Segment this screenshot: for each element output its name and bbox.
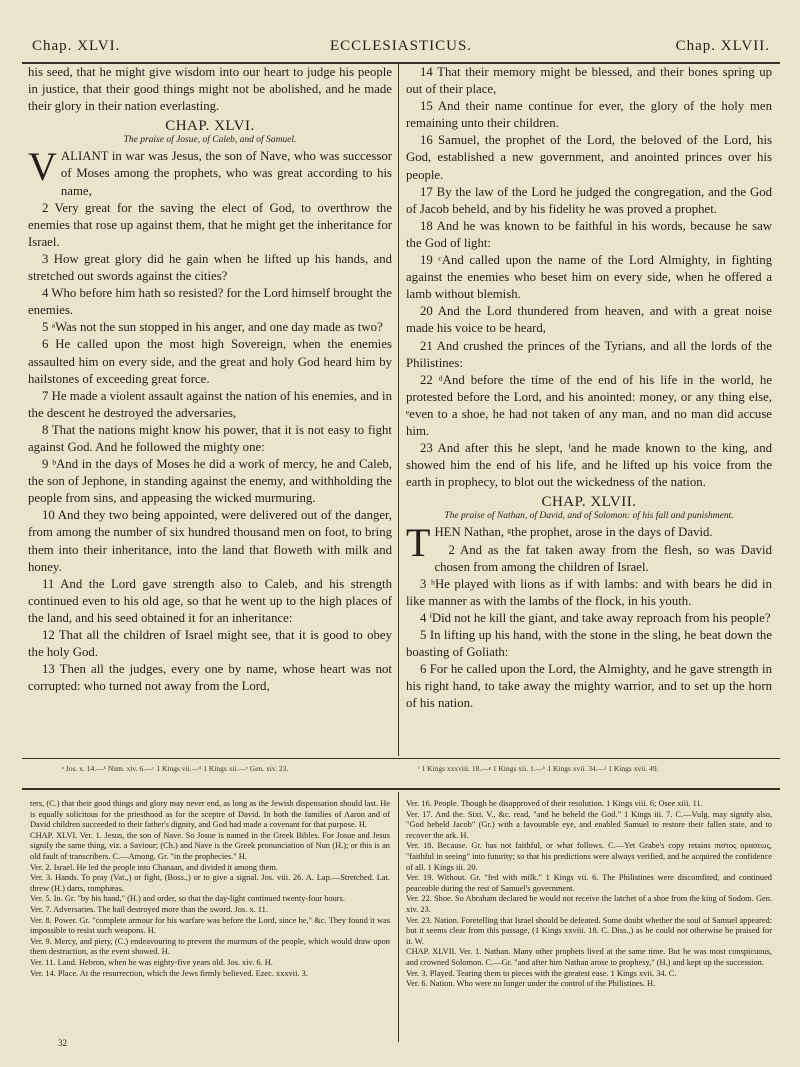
verse: 6 For he called upon the Lord, the Almighty, and he gave strength in his right hand, to take away the mighty warrior, and to set up the horn of his nation. — [406, 662, 772, 711]
header-left: Chap. XLVI. — [32, 38, 121, 54]
footnotes-right: ᶠ 1 Kings xxxviii. 18.—ᵍ 1 Kings xii. 1.—ʰ 1 Kings xvii. 34.—ⁱ 1 Kings xvii. 49. — [418, 764, 659, 773]
verse: 20 And the Lord thundered from heaven, and with a great noise made his voice to be heard, — [406, 304, 772, 336]
note: Ver. 11. Land. Hebron, when he was eighty-five years old. Jos. xiv. 6. H. — [30, 957, 273, 967]
verse: his seed, that he might give wisdom into our heart to judge his people in justice, that their good things might not be abolished, and he made their glory in their nation everlasting. — [28, 65, 392, 114]
verse: 15 And their name continue for ever, the glory of the holy men remaining unto their children. — [406, 99, 772, 131]
note: CHAP. XLVI. Ver. 1. Jesus, the son of Nave. So Josue is named in the Greek Bibles. For Josue and Jesus signify the same thing, viz. a Saviour; (Ch.) and Nave is the Greek pronunciation of Nun (H.); or this is an old fault of transcribers. C.—Among. Gr. "in the prophecies." H. — [30, 830, 390, 861]
verse: 2 And as the fat taken away from the flesh, so was David chosen from among the children of Israel. — [434, 542, 772, 574]
verse: 13 Then all the judges, every one by name, whose heart was not corrupted: who turned not away from the Lord, — [28, 662, 392, 694]
verse: 2 Very great for the saving the elect of God, to overthrow the enemies that rose up against them, that he might get the inheritance for Israel. — [28, 200, 392, 249]
verse: 12 That all the children of Israel might see, that it is good to obey the holy God. — [28, 628, 392, 660]
verse: 5 ᵃWas not the sun stopped in his anger, and one day made as two? — [42, 320, 383, 335]
verse: 17 By the law of the Lord he judged the congregation, and the God of Jacob beheld, and by his fidelity he was proved a prophet. — [406, 184, 772, 216]
note: Ver. 23. Nation. Foretelling that Israel should be defeated. Some doubt whether the soul of Samuel appeared: but it seems clear from this passage, (1 Kings xxviii. 18. C. Diss.,) as he could not otherwise be praised for it. W. — [406, 915, 772, 946]
verse: 14 That their memory might be blessed, and their bones spring up out of their place, — [406, 65, 772, 97]
verse: 16 Samuel, the prophet of the Lord, the beloved of the Lord, his God, established a new government, and anointed princes over his people. — [406, 133, 772, 182]
note: Ver. 17. And the. Sixt. V., &c. read, "and he beheld the God." 1 Kings iii. 7. C.—Vulg. may signify also, "God beheld Jacob" (Gr.) with a favourable eye, and enabled Samuel to restore their fallen state, and to recover the ark. H. — [406, 809, 772, 840]
verse: 22 ᵈAnd before the time of the end of his life in the world, he protested before the Lord, and his anointed: money, or any thing else, ᵉeven to a shoe, he had not taken of any man, and no man did accuse him. — [406, 372, 772, 438]
note: Ver. 22. Shoe. So Abraham declared he would not receive the latchet of a shoe from the king of Sodom. Gen. xiv. 23. — [406, 894, 772, 914]
drop-cap: V — [28, 144, 57, 190]
verse: VALIANT in war was Jesus, the son of Nave, who was successor of Moses among the prophets, who was great according to his name, — [28, 144, 392, 198]
note: Ver. 2. Israel. He led the people into Chanaan, and divided it among them. — [30, 862, 278, 872]
note: Ver. 3. Hands. To pray (Vat.,) or fight, (Boss.,) or to give a signal. Jos. viii. 26. A. Lap.—Stretched. Lat. threw (H.) darts, romphæas. — [30, 873, 390, 893]
notes-rule — [22, 788, 780, 790]
verse: 7 He made a violent assault against the nation of his enemies, and in the descent he destroyed the adversaries, — [28, 388, 392, 420]
verse: 4 ⁱDid not he kill the giant, and take away reproach from his people? — [420, 610, 771, 625]
verse: 10 And they two being appointed, were delivered out of the danger, from among the number of six hundred thousand men on foot, to bring them into their inheritance, into the land that floweth with milk and honey. — [28, 508, 392, 574]
column-divider — [398, 64, 399, 756]
chapter-title: CHAP. XLVI. — [165, 118, 255, 135]
note: Ver. 6. Nation. Who were no longer under the control of the Philistines. H. — [406, 979, 656, 989]
note: Ver. 5. In. Gr. "by his hand," (H.) and order, so that the day-light continued twenty-four hours. — [30, 894, 345, 904]
left-column — [28, 64, 392, 756]
verse: 6 He called upon the most high Sovereign, when the enemies assaulted him on every side, and the great and holy God heard him by hailstones of exceeding great force. — [28, 337, 392, 386]
note: Ver. 8. Power. Gr. "complete armour for his warfare was before the Lord, since he," &c. They found it was impossible to resist such weapons. H. — [30, 915, 390, 936]
page-number: 32 — [58, 1038, 67, 1048]
notes-divider — [398, 792, 399, 1042]
chapter-title: CHAP. XLVII. — [541, 494, 637, 511]
verse: 3 How great glory did he gain when he lifted up his hands, and stretched out swords against the cities? — [28, 251, 392, 284]
running-header — [32, 34, 770, 60]
note: Ver. 16. People. Though he disapproved of their resolution. 1 Kings viii. 6; Osee xiii. 11. — [406, 799, 703, 808]
verse: 8 That the nations might know his power, that it is not easy to fight against God. And he followed the mighty one: — [28, 422, 392, 454]
commentary-left — [30, 799, 390, 1039]
note: Ver. 14. Place. At the resurrection, which the Jews firmly believed. Ezec. xxxvii. 3. — [30, 968, 308, 978]
commentary-right — [406, 799, 772, 1039]
verse: 9 ᵇAnd in the days of Moses he did a work of mercy, he and Caleb, the son of Jephone, in standing against the enemy, and withholding the people from sins, and appeasing the wicked murmuring. — [28, 457, 392, 506]
chapter-subtitle: The praise of Josue, of Caleb, and of Samuel. — [123, 135, 297, 146]
header-right: Chap. XLVII. — [675, 38, 770, 54]
note: ters, (C.) that their good things and glory may never end, as long as the Jewish dispensation should last. He is equally solicitous for the priesthood as for the sceptre of David. In both the families of Aaron and of David children succeeded to their father's dignity, and God had made a covenant for that purpose. H. — [30, 799, 390, 830]
note: CHAP. XLVII. Ver. 1. Nathan. Many other prophets lived at the same time. But he was most conspicuous, and crowned Solomon. C.—Gr. "and after him Nathan arose to prophesy," (H.) and kept up the succession. — [406, 947, 772, 967]
verse: 4 Who before him hath so resisted? for the Lord himself brought the enemies. — [28, 286, 392, 318]
note: Ver. 7. Adversaries. The hail destroyed more than the sword. Jos. x. 11. — [30, 904, 268, 914]
chapter-subtitle: The praise of Nathan, of David, and of Solomon: of his fall and punishment. — [444, 511, 734, 522]
note: Ver. 3. Played. Tearing them to pieces with the greatest ease. 1 Kings xvii. 34. C. — [406, 968, 677, 978]
right-column — [406, 64, 772, 756]
verse: 11 And the Lord gave strength also to Caleb, and his strength continued even to his old age, so that he went up to the high places of the land, and his seed obtained it for an inheritance: — [28, 576, 392, 625]
note: Ver. 19. Without. Gr. "fed with milk." 1 Kings vii. 6. The Philistines were discomfited, and continued peaceable during the rest of Samuel's government. — [406, 873, 772, 893]
page — [22, 26, 780, 1046]
footnotes-left: ᵃ Jos. x. 14.—ᵇ Num. xiv. 6.—ᶜ 1 Kings vii.—ᵈ 1 Kings xii.—ᵉ Gen. xiv. 23. — [62, 764, 289, 773]
verse: 21 And crushed the princes of the Tyrians, and all the lords of the Philistines: — [406, 338, 772, 370]
header-title: ECCLESIASTICUS. — [329, 38, 473, 54]
verse: 3 ʰHe played with lions as if with lambs: and with bears he did in like manner as with the lambs of the flock, in his youth. — [406, 576, 772, 608]
verse: THEN Nathan, ᵍthe prophet, arose in the days of David. — [406, 520, 713, 566]
footnote-rule — [22, 758, 780, 759]
verse: 5 In lifting up his hand, with the stone in the sling, he beat down the boasting of Goliath: — [406, 628, 772, 660]
note: Ver. 18. Because. Gr. has not faithful, or what follows. C.—Yet Grabe's copy retains πιστος ορασεως, "faithful in seeing" into futurity; so that his predictions were always verified, and he acquired the confidence of all. 1 Kings iii. 20. — [406, 841, 772, 872]
note: Ver. 9. Mercy, and piety, (C.) endeavouring to prevent the murmurs of the people, which would draw upon them destruction, as the event showed. H. — [30, 936, 390, 957]
verse: 19 ᶜAnd called upon the name of the Lord Almighty, in fighting against the enemies who beset him on every side, when he offered a lamb without blemish. — [406, 253, 772, 302]
verse: 18 And he was known to be faithful in his words, because he saw the God of light: — [406, 218, 772, 250]
drop-cap: T — [406, 520, 431, 566]
verse: 23 And after this he slept, ᶠand he made known to the king, and showed him the end of his life, and he lifted up his voice from the earth in prophecy, to blot out the wickedness of the nation. — [406, 441, 772, 490]
